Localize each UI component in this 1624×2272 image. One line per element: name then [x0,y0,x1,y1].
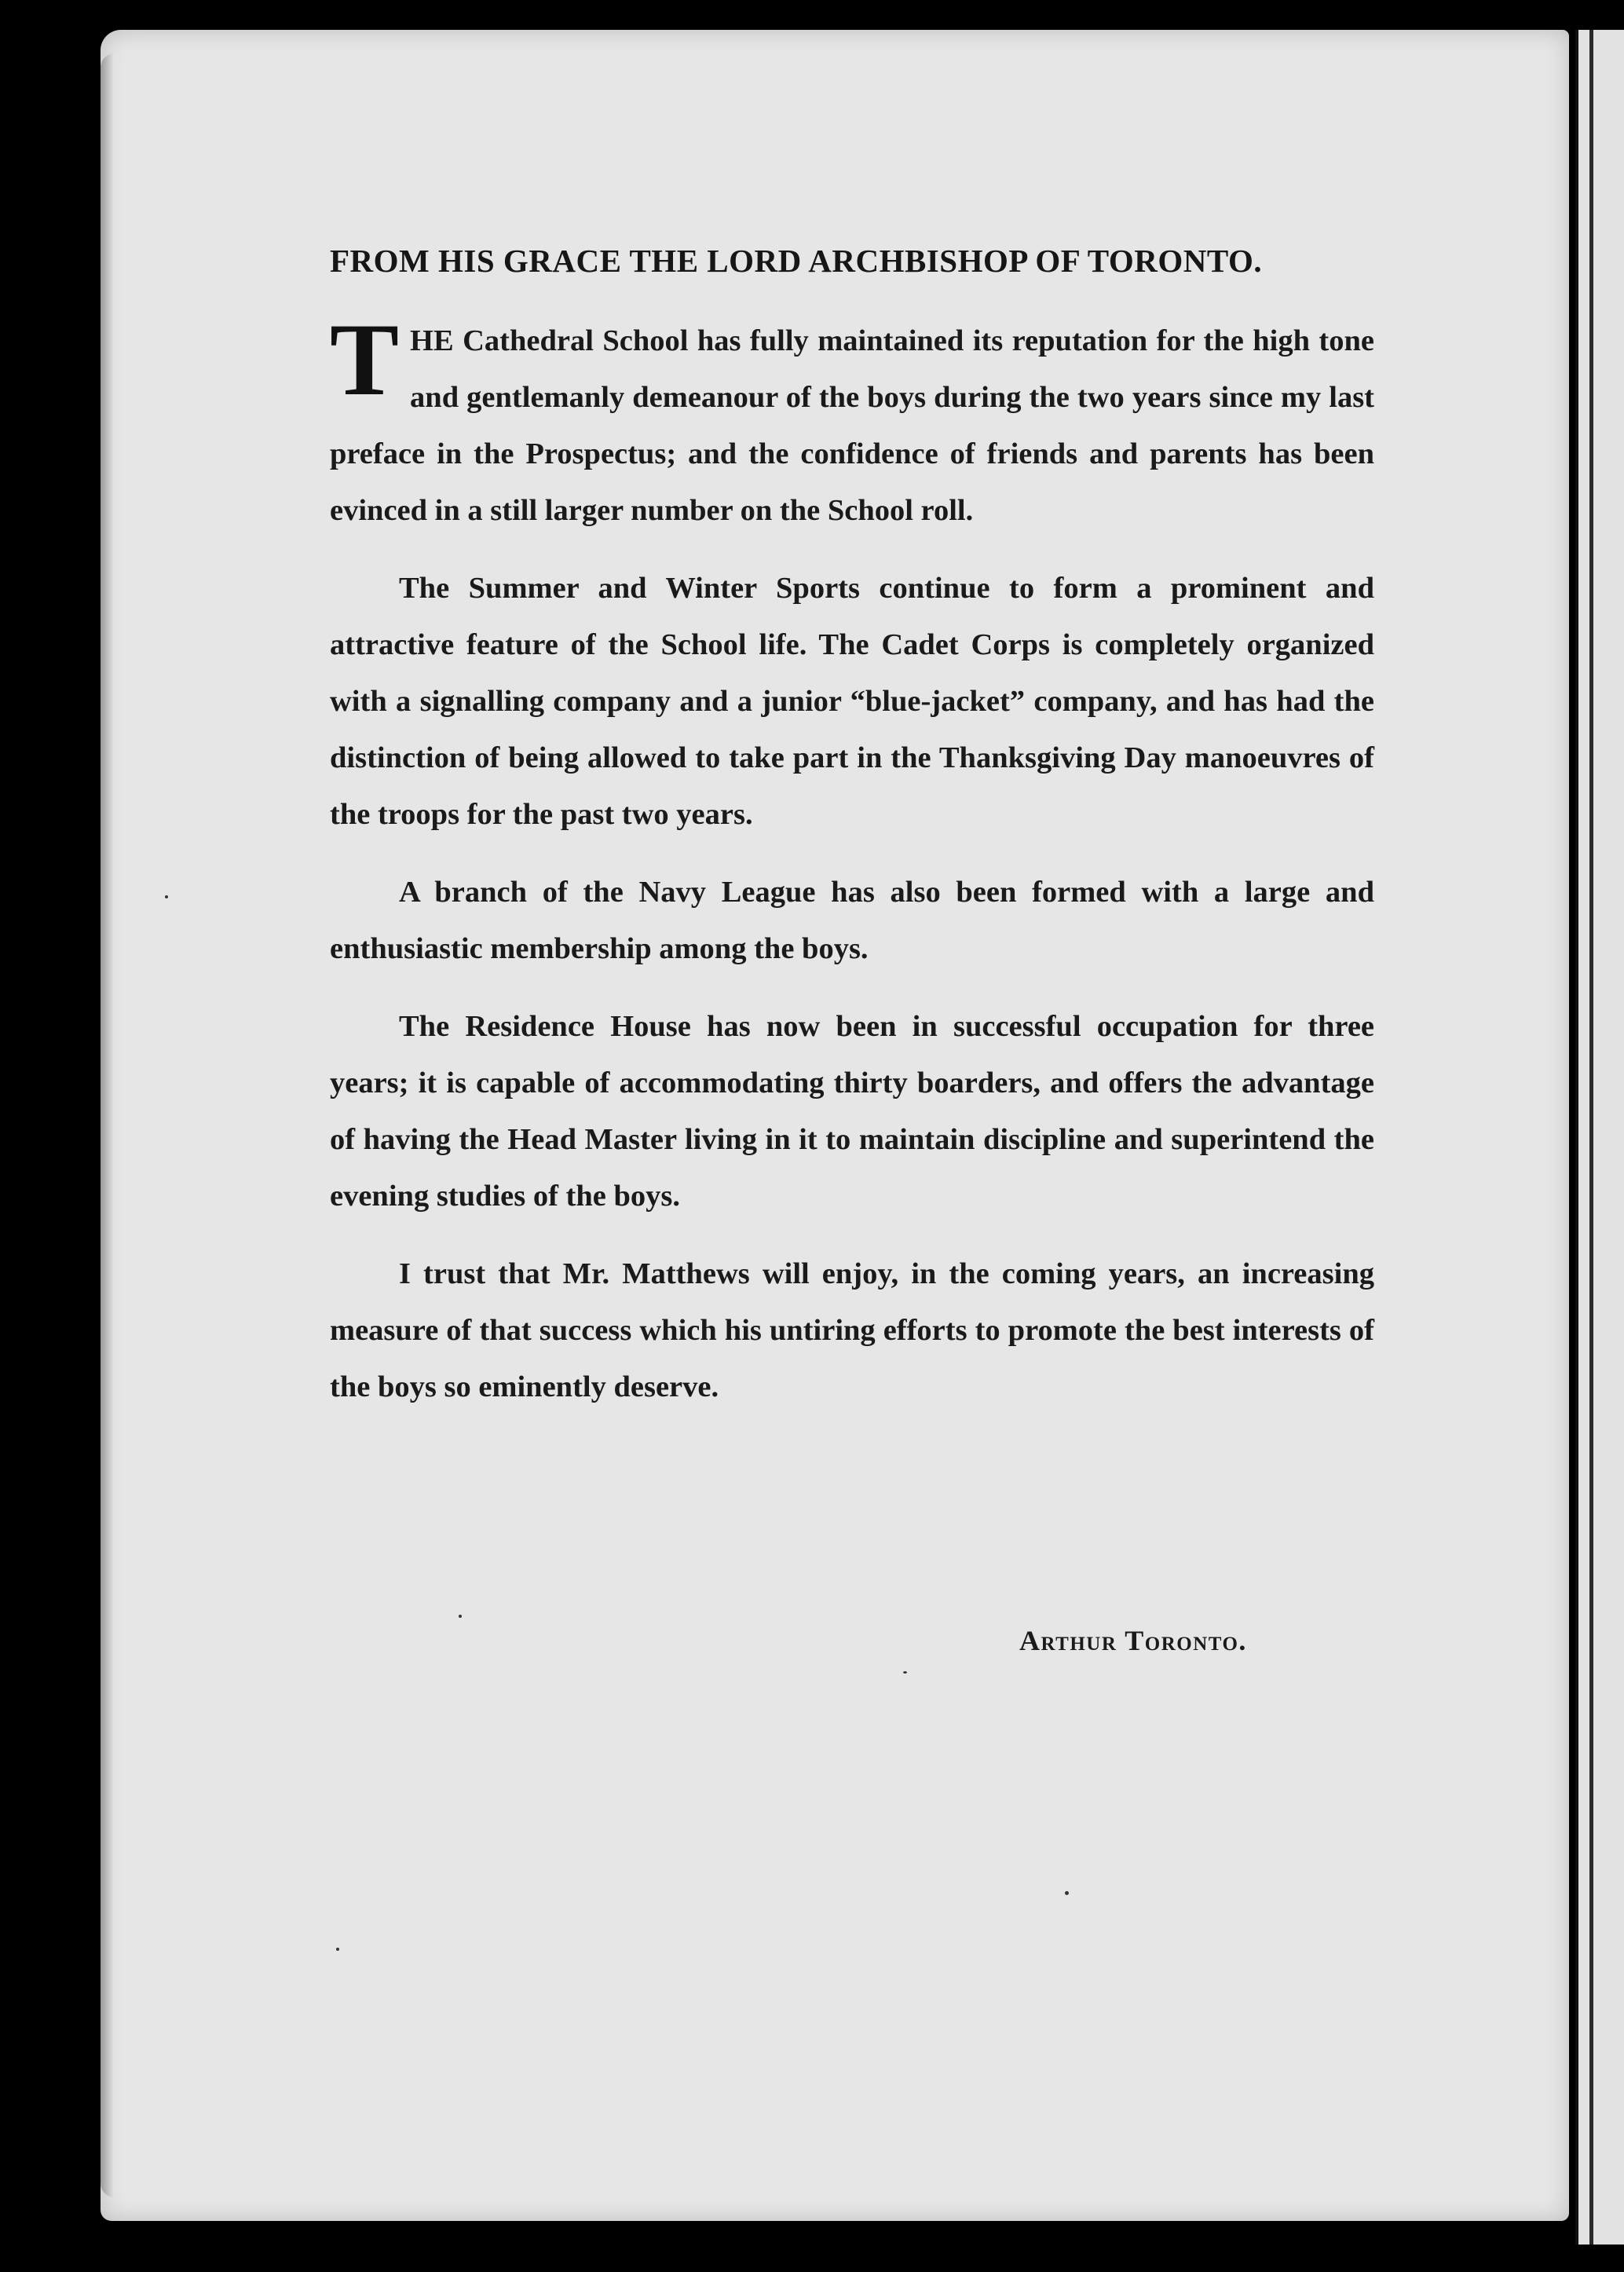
adjacent-page-edge [1575,30,1624,2245]
paragraph-3: A branch of the Navy League has also been formed with a large and enthusiastic membership among the boys. [330,876,1374,965]
speck [903,1671,907,1674]
paragraph-1-text: HE Cathedral School has fully maintained its reputation for the high tone and gentlemanly demeanour of the boys during the two years since my last preface in the Prospectus; and the confidence of friends and parents has been evinced in a still larger number on the School roll. [330,324,1374,527]
speck [459,1615,462,1618]
letter-body [330,302,1374,1436]
page-edge-shadow [101,53,115,2197]
page-heading: FROM HIS GRACE THE LORD ARCHBISHOP OF TORONTO. [330,243,1263,279]
paragraph-4: The Residence House has now been in successful occupation for three years; it is capable of accommodating thirty boarders, and offers the advantage of having the Head Master living in it to maintain discipline and superintend the evening studies of the boys. [330,1010,1374,1213]
drop-cap: T [330,302,400,417]
speck [165,895,168,898]
paragraph-1 [330,302,1374,539]
paragraph-5: I trust that Mr. Matthews will enjoy, in the coming years, an increasing measure of that success which his untiring efforts to promote the best interests of the boys so eminently deserve. [330,1257,1374,1403]
signature: Arthur Toronto. [1019,1625,1247,1656]
speck [336,1948,339,1951]
paragraph-2: The Summer and Winter Sports continue to form a prominent and attractive feature of the School life. The Cadet Corps is completely organized with a signalling company and a junior “blue-jacket” company, and has had the distinction of being allowed to take part in the Thanksgiving Day manoeuvres of the troops for the past two years. [330,572,1374,831]
speck [1065,1891,1069,1895]
binding-shadow [1589,30,1593,2245]
